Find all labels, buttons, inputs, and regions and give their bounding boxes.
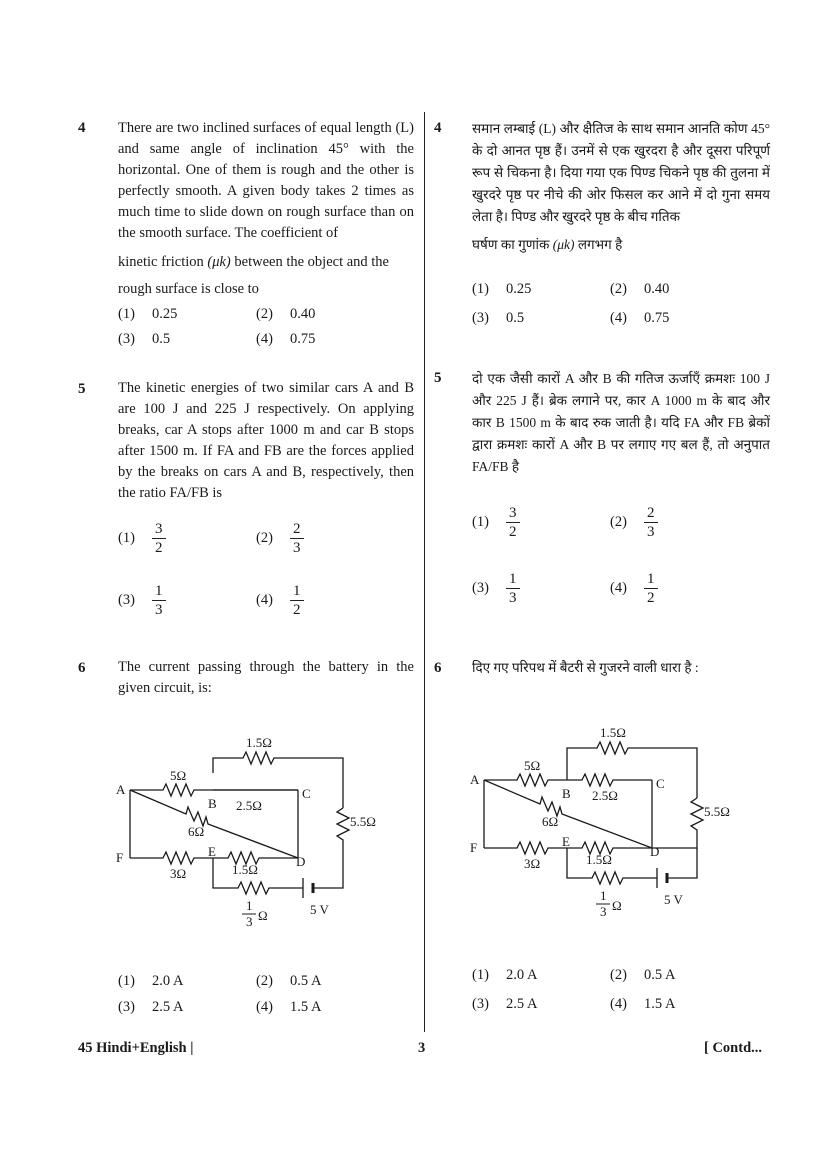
question-4-friction-label: kinetic friction bbox=[118, 254, 204, 270]
q6-option-4-hi[interactable]: (4) 1.5 A bbox=[610, 996, 676, 1012]
q4-option-4[interactable]: (4) 0.75 bbox=[256, 331, 316, 347]
q4-option-3[interactable]: (3) 0.5 bbox=[118, 331, 171, 347]
resistor-ab-label-hi: 5Ω bbox=[524, 758, 541, 773]
q5-option-1[interactable]: (1) $\frac{3}{2}$ bbox=[118, 520, 166, 557]
q5-option-4[interactable]: (4) $\frac{1}{2}$ bbox=[256, 582, 304, 619]
circuit-labels-en bbox=[116, 735, 376, 929]
node-f-label-hi: F bbox=[470, 840, 478, 855]
node-a-label-hi: A bbox=[470, 772, 480, 787]
resistor-ed-label-hi: 1.5Ω bbox=[586, 852, 612, 867]
resistor-battery-num: 1 bbox=[246, 898, 253, 913]
node-b-label: B bbox=[208, 796, 217, 811]
question-4-friction-line-hi bbox=[472, 234, 770, 256]
resistor-battery-den-hi: 3 bbox=[600, 904, 607, 919]
resistor-right-label-hi: 5.5Ω bbox=[704, 804, 730, 819]
column-divider bbox=[424, 112, 425, 1032]
question-5-number-hi: 5 bbox=[434, 370, 442, 386]
node-c-label: C bbox=[302, 786, 311, 801]
q6-option-2-hi[interactable]: (2) 0.5 A bbox=[610, 967, 676, 983]
resistor-battery-unit-hi: Ω bbox=[612, 898, 622, 913]
question-4-number: 4 bbox=[78, 120, 86, 136]
q6-option-3[interactable]: (3) 2.5 A bbox=[118, 999, 184, 1015]
question-4-mu-symbol-hi: (μk) bbox=[552, 237, 575, 252]
resistor-battery-num-hi: 1 bbox=[600, 888, 607, 903]
footer-booklet-code: 45 Hindi+English | bbox=[78, 1040, 194, 1056]
q6-option-4[interactable]: (4) 1.5 A bbox=[256, 999, 322, 1015]
node-f-label: F bbox=[116, 850, 124, 865]
circuit-diagram-hi bbox=[462, 718, 752, 923]
resistor-diag-label: 6Ω bbox=[188, 824, 205, 839]
question-4-friction-label-hi: घर्षण का गुणांक bbox=[472, 237, 550, 252]
question-6-text-en: The current passing through the battery in the given circuit, is: bbox=[118, 659, 414, 696]
q5-option-2-hi[interactable]: (2) $\frac{2}{3}$ bbox=[610, 504, 658, 541]
resistor-top-label-hi: 1.5Ω bbox=[600, 725, 626, 740]
resistor-bc-label-hi: 2.5Ω bbox=[592, 788, 618, 803]
q5-option-4-hi[interactable]: (4) $\frac{1}{2}$ bbox=[610, 570, 658, 607]
question-5-text-en: The kinetic energies of two similar cars A and B are 100 J and 225 J respectively. On applying breaks, car A stops after 1000 m and car B stops after 1500 m. If FA and FB are the forces applied by the breaks on cars A and B, respectively, then the ratio FA/FB is bbox=[118, 380, 414, 501]
resistor-right-label: 5.5Ω bbox=[350, 814, 376, 829]
footer-page-number: 3 bbox=[418, 1040, 426, 1056]
resistor-fe-label-hi: 3Ω bbox=[524, 856, 541, 871]
node-b-label-hi: B bbox=[562, 786, 571, 801]
q5-option-3[interactable]: (3) $\frac{1}{3}$ bbox=[118, 582, 166, 619]
question-6-text-hi: दिए गए परिपथ में बैटरी से गुजरने वाली धारा है : bbox=[472, 660, 699, 675]
question-4-text-hi bbox=[472, 118, 770, 256]
q6-option-3-hi[interactable]: (3) 2.5 A bbox=[472, 996, 538, 1012]
footer-continued: [ Contd... bbox=[704, 1040, 763, 1056]
resistor-top-label: 1.5Ω bbox=[246, 735, 272, 750]
q4-option-1[interactable]: (1) 0.25 bbox=[118, 306, 178, 322]
resistor-fe-label: 3Ω bbox=[170, 866, 187, 881]
q4-option-2-hi[interactable]: (2) 0.40 bbox=[610, 281, 670, 297]
q6-option-1[interactable]: (1) 2.0 A bbox=[118, 973, 184, 989]
resistor-battery-unit: Ω bbox=[258, 908, 268, 923]
q4-option-2[interactable]: (2) 0.40 bbox=[256, 306, 316, 322]
q6-option-1-hi[interactable]: (1) 2.0 A bbox=[472, 967, 538, 983]
q5-option-3-hi[interactable]: (3) $\frac{1}{3}$ bbox=[472, 570, 520, 607]
resistor-bc-label: 2.5Ω bbox=[236, 798, 262, 813]
question-4-mu-symbol: (μk) bbox=[207, 254, 231, 270]
question-4-last-line: rough surface is close to bbox=[118, 281, 259, 297]
circuit-diagram-en bbox=[108, 728, 388, 933]
question-5-number: 5 bbox=[78, 381, 86, 397]
question-4-friction-tail: between the object and the bbox=[234, 254, 389, 270]
question-4-body-hi: समान लम्बाई (L) और क्षैतिज के साथ समान आनति कोण 45° के दो आनत पृष्ठ हैं। उनमें से एक खुरदरा है और दूसरा परिपूर्ण रूप से चिकना है। दिया गया एक पिण्ड चिकने पृष्ठ की तुलना में खुरदरे पृष्ठ पर नीचे की ओर फिसल कर आने में दो गुना समय लेता है। पिण्ड और खुरदरे पृष्ठ के बीच गतिक bbox=[472, 121, 770, 224]
question-4-number-hi: 4 bbox=[434, 120, 442, 136]
question-4-friction-line bbox=[118, 252, 414, 273]
node-e-label: E bbox=[208, 844, 216, 859]
battery-voltage-label: 5 V bbox=[310, 902, 329, 917]
q4-option-3-hi[interactable]: (3) 0.5 bbox=[472, 310, 525, 326]
battery-voltage-label-hi: 5 V bbox=[664, 892, 683, 907]
question-5-text-hi: दो एक जैसी कारों A और B की गतिज ऊर्जाएँ क्रमशः 100 J और 225 J हैं। ब्रेक लगाने पर, कार A 1000 m के बाद और कार B 1500 m के बाद रुक जाती है। यदि FA और FB ब्रेकों द्वारा क्रमशः कारों A और B पर लगाए गए बल हैं, तो अनुपात FA/FB है bbox=[472, 371, 770, 474]
question-6-number-hi: 6 bbox=[434, 660, 442, 676]
circuit-labels-hi bbox=[470, 725, 730, 919]
node-c-label-hi: C bbox=[656, 776, 665, 791]
question-6-number: 6 bbox=[78, 660, 86, 676]
q5-option-1-hi[interactable]: (1) $\frac{3}{2}$ bbox=[472, 504, 520, 541]
resistor-battery-den: 3 bbox=[246, 914, 253, 929]
node-d-label: D bbox=[296, 854, 306, 869]
question-4-body: There are two inclined surfaces of equal length (L) and same angle of inclination 45° with the horizontal. One of them is rough and the other is perfectly smooth. A given body takes 2 times as much time to slide down on rough surface than on the smooth surface. The coefficient of bbox=[118, 120, 414, 241]
node-d-label-hi: D bbox=[650, 844, 660, 859]
question-4-friction-tail-hi: लगभग है bbox=[577, 237, 623, 252]
resistor-diag-label-hi: 6Ω bbox=[542, 814, 559, 829]
node-e-label-hi: E bbox=[562, 834, 570, 849]
resistor-ab-label: 5Ω bbox=[170, 768, 187, 783]
q6-option-2[interactable]: (2) 0.5 A bbox=[256, 973, 322, 989]
q5-option-2[interactable]: (2) $\frac{2}{3}$ bbox=[256, 520, 304, 557]
resistor-ed-label: 1.5Ω bbox=[232, 862, 258, 877]
question-4-text-en bbox=[118, 118, 414, 300]
q4-option-4-hi[interactable]: (4) 0.75 bbox=[610, 310, 670, 326]
q4-option-1-hi[interactable]: (1) 0.25 bbox=[472, 281, 532, 297]
node-a-label: A bbox=[116, 782, 126, 797]
